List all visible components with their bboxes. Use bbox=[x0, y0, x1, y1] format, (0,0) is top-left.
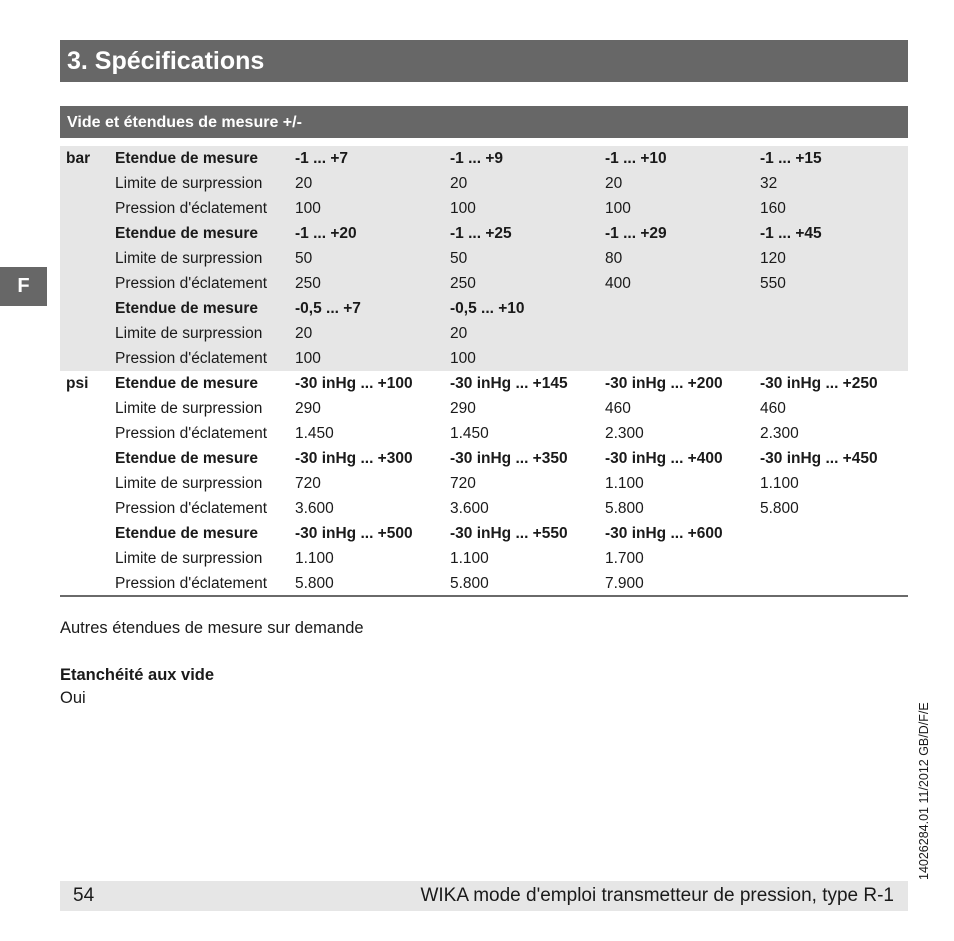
value-cell: -30 inHg ... +450 bbox=[760, 446, 908, 471]
table-row bbox=[60, 271, 908, 296]
value-cell: 1.700 bbox=[605, 546, 760, 571]
value-cell: -1 ... +9 bbox=[450, 146, 605, 171]
unit-cell bbox=[60, 521, 115, 546]
row-label: Pression d'éclatement bbox=[115, 196, 295, 221]
unit-cell bbox=[60, 421, 115, 446]
row-label: Limite de surpression bbox=[115, 471, 295, 496]
value-cell: 550 bbox=[760, 271, 908, 296]
value-cell: 1.450 bbox=[295, 421, 450, 446]
table-row bbox=[60, 221, 908, 246]
value-cell: 20 bbox=[605, 171, 760, 196]
unit-cell bbox=[60, 496, 115, 521]
value-cell: 250 bbox=[450, 271, 605, 296]
value-cell: 290 bbox=[450, 396, 605, 421]
unit-cell bbox=[60, 446, 115, 471]
table-group-psi bbox=[60, 371, 908, 596]
subsection-title: Vide et étendues de mesure +/- bbox=[60, 106, 908, 138]
vacuum-tightness-title: Etanchéité aux vide bbox=[60, 666, 215, 684]
value-cell: 1.450 bbox=[450, 421, 605, 446]
row-label: Etendue de mesure bbox=[115, 296, 295, 321]
unit-cell bbox=[60, 221, 115, 246]
table-row bbox=[60, 296, 908, 321]
value-cell bbox=[760, 321, 908, 346]
value-cell: 1.100 bbox=[295, 546, 450, 571]
row-label: Etendue de mesure bbox=[115, 146, 295, 171]
other-ranges-note: Autres étendues de mesure sur demande bbox=[60, 619, 364, 637]
value-cell: -30 inHg ... +250 bbox=[760, 371, 908, 396]
value-cell bbox=[605, 346, 760, 371]
value-cell bbox=[760, 296, 908, 321]
value-cell: 20 bbox=[295, 171, 450, 196]
vacuum-tightness-value: Oui bbox=[60, 689, 86, 707]
value-cell: 20 bbox=[295, 321, 450, 346]
table-row bbox=[60, 346, 908, 371]
row-label: Pression d'éclatement bbox=[115, 346, 295, 371]
value-cell: -30 inHg ... +145 bbox=[450, 371, 605, 396]
unit-cell bbox=[60, 471, 115, 496]
table-row bbox=[60, 496, 908, 521]
value-cell: 80 bbox=[605, 246, 760, 271]
value-cell: 50 bbox=[295, 246, 450, 271]
value-cell: -1 ... +45 bbox=[760, 221, 908, 246]
value-cell: -30 inHg ... +100 bbox=[295, 371, 450, 396]
value-cell: -1 ... +20 bbox=[295, 221, 450, 246]
table-row bbox=[60, 446, 908, 471]
value-cell: -1 ... +29 bbox=[605, 221, 760, 246]
value-cell bbox=[760, 571, 908, 596]
value-cell: -1 ... +10 bbox=[605, 146, 760, 171]
value-cell bbox=[605, 296, 760, 321]
unit-cell bbox=[60, 271, 115, 296]
specifications-table bbox=[60, 146, 908, 596]
row-label: Limite de surpression bbox=[115, 171, 295, 196]
value-cell: 5.800 bbox=[295, 571, 450, 596]
value-cell: -1 ... +25 bbox=[450, 221, 605, 246]
table-row bbox=[60, 371, 908, 396]
value-cell: 290 bbox=[295, 396, 450, 421]
value-cell: 7.900 bbox=[605, 571, 760, 596]
value-cell: 50 bbox=[450, 246, 605, 271]
value-cell: 32 bbox=[760, 171, 908, 196]
table-bottom-rule bbox=[60, 595, 908, 597]
language-tab: F bbox=[0, 267, 47, 306]
unit-cell bbox=[60, 321, 115, 346]
unit-cell bbox=[60, 396, 115, 421]
table-row bbox=[60, 421, 908, 446]
value-cell: -30 inHg ... +550 bbox=[450, 521, 605, 546]
table-row bbox=[60, 546, 908, 571]
value-cell bbox=[605, 321, 760, 346]
value-cell: 100 bbox=[295, 196, 450, 221]
row-label: Limite de surpression bbox=[115, 546, 295, 571]
row-label: Etendue de mesure bbox=[115, 446, 295, 471]
value-cell: 3.600 bbox=[295, 496, 450, 521]
table-row bbox=[60, 171, 908, 196]
document-code: 14026284.01 11/2012 GB/D/F/E bbox=[917, 702, 931, 880]
section-title: 3. Spécifications bbox=[60, 40, 908, 82]
value-cell: 720 bbox=[295, 471, 450, 496]
value-cell: 460 bbox=[760, 396, 908, 421]
value-cell bbox=[760, 346, 908, 371]
value-cell: 20 bbox=[450, 171, 605, 196]
table-row bbox=[60, 321, 908, 346]
value-cell: 3.600 bbox=[450, 496, 605, 521]
row-label: Limite de surpression bbox=[115, 246, 295, 271]
value-cell: -1 ... +7 bbox=[295, 146, 450, 171]
unit-cell bbox=[60, 196, 115, 221]
value-cell: 460 bbox=[605, 396, 760, 421]
unit-cell bbox=[60, 171, 115, 196]
value-cell: 1.100 bbox=[760, 471, 908, 496]
value-cell: 2.300 bbox=[760, 421, 908, 446]
row-label: Etendue de mesure bbox=[115, 521, 295, 546]
value-cell bbox=[760, 546, 908, 571]
value-cell: 1.100 bbox=[605, 471, 760, 496]
value-cell: 100 bbox=[295, 346, 450, 371]
value-cell: 20 bbox=[450, 321, 605, 346]
row-label: Pression d'éclatement bbox=[115, 271, 295, 296]
page-footer bbox=[60, 881, 908, 911]
unit-cell: bar bbox=[60, 146, 115, 171]
unit-cell bbox=[60, 571, 115, 596]
table-row bbox=[60, 146, 908, 171]
value-cell: -30 inHg ... +200 bbox=[605, 371, 760, 396]
value-cell: 2.300 bbox=[605, 421, 760, 446]
value-cell: -30 inHg ... +400 bbox=[605, 446, 760, 471]
value-cell: 720 bbox=[450, 471, 605, 496]
value-cell: 250 bbox=[295, 271, 450, 296]
unit-cell bbox=[60, 296, 115, 321]
value-cell: -0,5 ... +10 bbox=[450, 296, 605, 321]
footer-title: WIKA mode d'emploi transmetteur de pression, type R-1 bbox=[420, 885, 894, 906]
table-row bbox=[60, 471, 908, 496]
value-cell: 120 bbox=[760, 246, 908, 271]
row-label: Limite de surpression bbox=[115, 396, 295, 421]
value-cell: -30 inHg ... +300 bbox=[295, 446, 450, 471]
value-cell: 5.800 bbox=[760, 496, 908, 521]
unit-cell: psi bbox=[60, 371, 115, 396]
row-label: Pression d'éclatement bbox=[115, 496, 295, 521]
value-cell: 5.800 bbox=[605, 496, 760, 521]
row-label: Pression d'éclatement bbox=[115, 421, 295, 446]
value-cell: 400 bbox=[605, 271, 760, 296]
value-cell: 5.800 bbox=[450, 571, 605, 596]
value-cell: -30 inHg ... +600 bbox=[605, 521, 760, 546]
value-cell: 1.100 bbox=[450, 546, 605, 571]
row-label: Pression d'éclatement bbox=[115, 571, 295, 596]
value-cell: 100 bbox=[450, 196, 605, 221]
page-number: 54 bbox=[73, 885, 95, 906]
value-cell: -30 inHg ... +350 bbox=[450, 446, 605, 471]
value-cell bbox=[760, 521, 908, 546]
unit-cell bbox=[60, 546, 115, 571]
table-row bbox=[60, 246, 908, 271]
row-label: Limite de surpression bbox=[115, 321, 295, 346]
table-group-bar bbox=[60, 146, 908, 371]
table-row bbox=[60, 521, 908, 546]
unit-cell bbox=[60, 246, 115, 271]
table-row bbox=[60, 396, 908, 421]
value-cell: -30 inHg ... +500 bbox=[295, 521, 450, 546]
unit-cell bbox=[60, 346, 115, 371]
value-cell: -0,5 ... +7 bbox=[295, 296, 450, 321]
value-cell: 160 bbox=[760, 196, 908, 221]
value-cell: 100 bbox=[605, 196, 760, 221]
value-cell: 100 bbox=[450, 346, 605, 371]
row-label: Etendue de mesure bbox=[115, 371, 295, 396]
table-row bbox=[60, 571, 908, 596]
value-cell: -1 ... +15 bbox=[760, 146, 908, 171]
table-row bbox=[60, 196, 908, 221]
row-label: Etendue de mesure bbox=[115, 221, 295, 246]
